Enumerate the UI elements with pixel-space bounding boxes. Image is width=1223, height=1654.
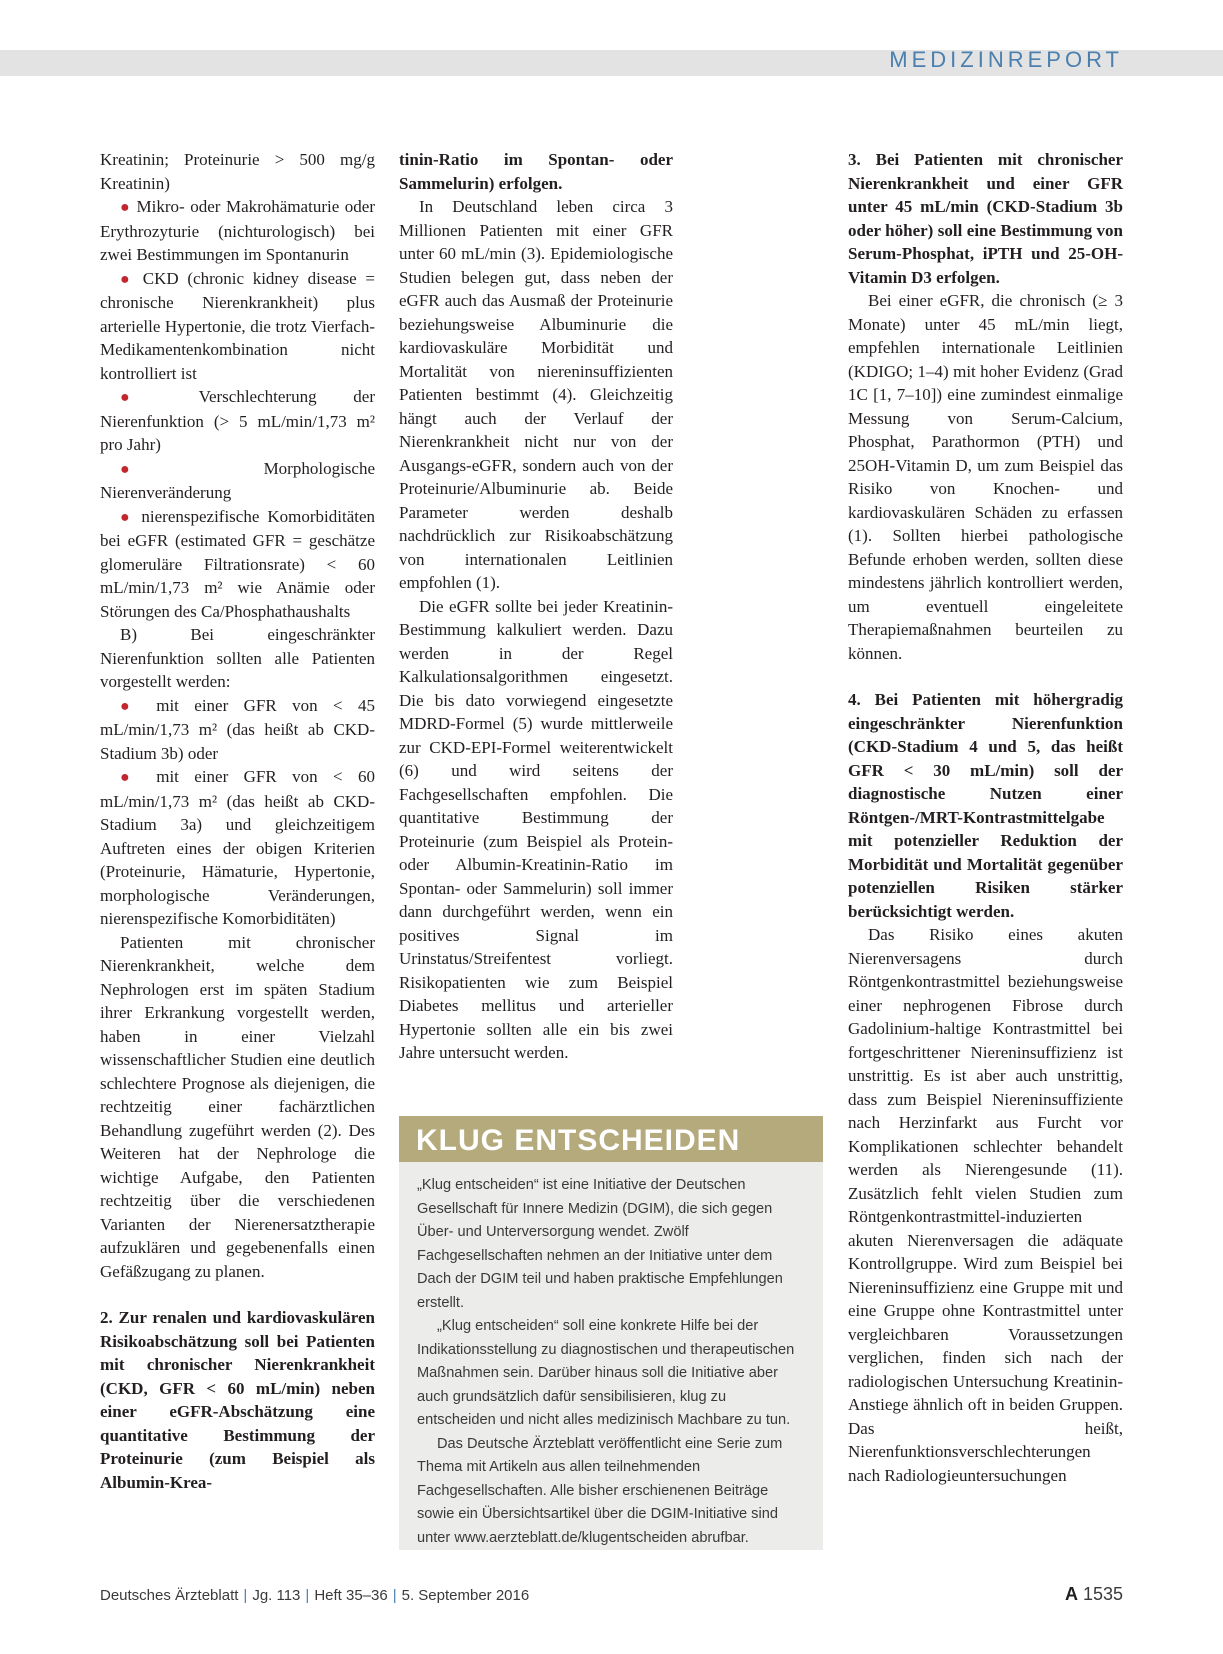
bullet-icon: ● [120,769,141,786]
paragraph: Das Deutsche Ärzteblatt veröffentlicht eine Serie zum Thema mit Artikeln aus allen teilnehmenden Fachgesellschaften. Alle bisher erschienenen Beiträge sowie ein Übersichtsartikel über die DGIM-Initiative sind unter www.aerzteblatt.de/klugentscheiden abrufbar. [417,1435,783,1546]
bullet-item: ● Mikro- oder Makrohämaturie oder Erythrozyturie (nichturologisch) bei zwei Bestimmungen im Spontanurin [100,197,376,264]
bullet-item: ● CKD (chronic kidney disease = chronische Nierenkrankheit) plus arterielle Hypertonie, die trotz Vierfach-Medikamentenkombination nicht kontrolliert ist [100,268,376,383]
bullet-icon: ● [120,697,141,715]
bullet-icon: ● [120,270,135,288]
page-footer [100,1584,1123,1608]
bullet-item: ● mit einer GFR von < 45 mL/min/1,73 m² (das heißt ab CKD-Stadium 3b) oder [100,695,375,763]
info-box-title: KLUG ENTSCHEIDEN [399,1116,823,1162]
paragraph: Die eGFR sollte bei jeder Kreatinin-Bestimmung kalkuliert werden. Dazu werden in der Regel Kalkulationsalgorithmen eingesetzt. Die bis dato vorwiegend eingesetzte MDRD-Formel (5) wurde mittlerweile zur CKD-EPI-Formel weiterentwickelt (6) und wird seitens der Fachgesellschaften empfohlen. Die quantitative Bestimmung der Proteinurie (zum Beispiel als Protein- oder Albumin-Kreatinin-Ratio im Spontan- oder Sammelurin) soll immer dann durchgeführt werden, wenn ein positives Signal im Urinstatus/Streifentest vorliegt. Risikopatienten wie zum Beispiel Diabetes mellitus und arterieller Hypertonie sollten alle ein bis zwei Jahre untersucht werden. [399,596,673,1062]
journal-name: Deutsches Ärzteblatt [100,1587,239,1604]
bullet-icon: ● [120,460,195,478]
info-box [399,1116,823,1550]
separator: | [392,1587,397,1604]
column-1 [100,148,375,1494]
section-label: MEDIZINREPORT [889,47,1123,72]
paragraph: B) Bei eingeschränkter Nierenfunktion sollten alle Patienten vorgestellt werden: [100,625,375,691]
separator: | [243,1587,248,1604]
column-2 [399,148,673,1065]
issue-date: 5. September 2016 [401,1587,530,1604]
volume: Jg. 113 [252,1587,301,1604]
separator: | [305,1587,310,1604]
section-heading: 2. Zur renalen und kardiovaskulären Risikoabschätzung soll bei Patienten mit chronischer Nierenkrankheit (CKD, GFR < 60 mL/min) neben einer eGFR-Abschätzung eine quantitative Bestimmung der Proteinurie (zum Beispiel als Albumin-Krea- [100,1308,375,1492]
page-number: A 1535 [1064,1584,1123,1604]
column-3 [848,148,1123,1487]
paragraph: „Klug entscheiden“ soll eine konkrete Hilfe bei der Indikationsstellung zu diagnostischen und therapeutischen Maßnahmen sein. Darüber hinaus soll die Initiative aber auch grundsätzlich dafür sensibilisieren, klug zu entscheiden und nicht alles medizinisch Machbare zu tun. [417,1318,795,1428]
issue: Heft 35–36 [314,1587,388,1604]
bullet-item: ● nierenspezifische Komorbiditäten bei eGFR (estimated GFR = geschätze glomeruläre Filtrationsrate) < 60 mL/min/1,73 m² wie Anämie oder Störungen des Ca/Phosphathaushalts [100,506,376,621]
section-heading: tinin-Ratio im Spontan- oder Sammelurin) erfolgen. [399,150,673,193]
paragraph: „Klug entscheiden“ ist eine Initiative der Deutschen Gesellschaft für Innere Medizin (DGIM), die sich gegen Über- und Unterversorgung wendet. Zwölf Fachgesellschaften nehmen an der Initiative unter dem Dach der DGIM teil und haben praktische Empfehlungen erstellt. [417,1177,783,1311]
bullet-item: ● mit einer GFR von < 60 mL/min/1,73 m² (das heißt ab CKD-Stadium 3a) und gleichzeitigem Auftreten eines der obigen Kriterien (Proteinurie, Hämaturie, Hypertonie, morphologische Veränderungen, nierenspezifische Komorbiditäten) [100,767,375,928]
bullet-item: ● Morphologische Nierenveränderung [100,458,375,502]
paragraph: In Deutschland leben circa 3 Millionen Patienten mit einer GFR unter 60 mL/min (3). Epidemiologische Studien belegen gut, dass neben der eGFR auch das Ausmaß der Proteinurie beziehungsweise Albuminurie die kardiovaskuläre Morbidität und Mortalität von niereninsuffizienten Patienten bestimmt (4). Gleichzeitig hängt auch der Verlauf der Nierenkrankheit nicht nur von der Ausgangs-eGFR, sondern auch von der Proteinurie/Albuminurie ab. Beide Parameter werden deshalb nachdrücklich zur Risikoabschätzung von internationalen Leitlinien empfohlen (1). [399,197,673,592]
paragraph: Bei einer eGFR, die chronisch (≥ 3 Monate) unter 45 mL/min liegt, empfehlen internationale Leitlinien (KDIGO; 1–4) mit hoher Evidenz (Grad 1C [1, 7–10]) eine zumindest einmalige Messung von Serum-Calcium, Phosphat, Parathormon (PTH) und 25OH-Vitamin D, um zum Beispiel das Risiko von Knochen- und kardiovaskulären Schäden zu erfassen (1). Sollten hierbei pathologische Befunde erhoben werden, sollten diese mindestens jährlich kontrolliert werden, um eventuell eingeleitete Therapiemaßnahmen beurteilen zu können. [848,291,1123,663]
paragraph: Kreatinin; Proteinurie > 500 mg/g Kreatinin) [100,150,375,193]
section-heading: 4. Bei Patienten mit höhergradig eingeschränkter Nierenfunktion (CKD-Stadium 4 und 5, das heißt GFR < 30 mL/min) soll der diagnostische Nutzen einer Röntgen-/MRT-Kontrastmittelgabe mit potenzieller Reduktion der Morbidität und Mortalität gegenüber potenziellen Risiken stärker berücksichtigt werden. [848,690,1123,921]
info-box-body [399,1162,823,1550]
paragraph: Das Risiko eines akuten Nierenversagens durch Röntgenkontrastmittel beziehungsweise einer nephrogenen Fibrose durch Gadolinium-haltige Kontrastmittel bei fortgeschrittener Niereninsuffizienz ist unstrittig. Es ist aber auch unstrittig, dass zum Beispiel Niereninsuffiziente nach Herzinfarkt aus Furcht vor Komplikationen schlechter behandelt werden als Nierengesunde (11). Zusätzlich fehlt vielen Studien zum Röntgenkontrastmittel-induzierten akuten Nierenversagen die adäquate Kontrollgruppe. Wird zum Beispiel bei Niereninsuffizienz eine Gruppe mit und eine Gruppe ohne Kontrastmittel unter vergleichbaren Voraussetzungen verglichen, finden sich nach der radiologischen Untersuchung Kreatinin-Anstiege ähnlich oft in beiden Gruppen. Das heißt, Nierenfunktionsverschlechterungen nach Radiologieuntersuchungen [848,925,1123,1485]
section-heading: 3. Bei Patienten mit chronischer Nierenkrankheit und einer GFR unter 45 mL/min (CKD-Stadium 3b oder höher) soll eine Bestimmung von Serum-Phosphat, iPTH und 25-OH-Vitamin D3 erfolgen. [848,150,1123,287]
bullet-icon: ● [120,199,131,216]
bullet-icon: ● [120,389,163,406]
bullet-icon: ● [120,508,134,526]
bullet-item: ● Verschlechterung der Nierenfunktion (> 5 mL/min/1,73 m² pro Jahr) [100,387,375,454]
paragraph: Patienten mit chronischer Nierenkrankheit, welche dem Nephrologen erst im späten Stadium ihrer Erkrankung vorgestellt werden, haben in einer Vielzahl wissenschaftlicher Studien eine deutlich schlechtere Prognose als diejenigen, die rechtzeitig einer fachärztlichen Behandlung zugeführt werden (2). Des Weiteren hat der Nephrologe die wichtige Aufgabe, den Patienten rechtzeitig über die verschiedenen Varianten der Nierenersatztherapie aufzuklären und gegebenenfalls einen Gefäßzugang zu planen. [100,932,375,1281]
